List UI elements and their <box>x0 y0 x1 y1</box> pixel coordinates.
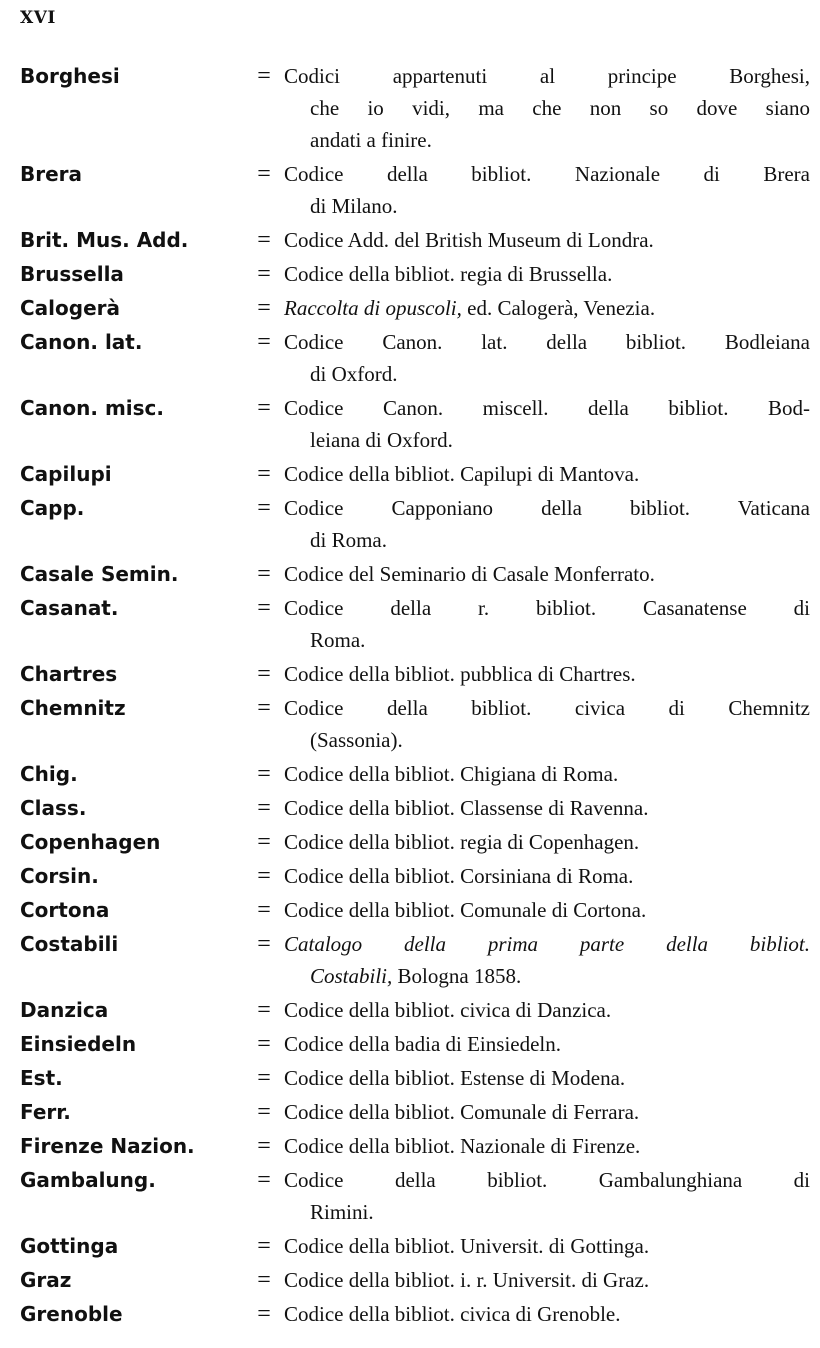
entry-description: Codice Capponiano della bibliot. Vaticana di Roma. <box>284 496 810 552</box>
entry-abbreviation: Calogerà <box>20 296 121 320</box>
entry-description: Codice della bibliot. Classense di Ravenna. <box>284 796 649 820</box>
equals-sign: = <box>257 661 271 687</box>
list-item <box>20 1062 810 1094</box>
entry-abbreviation: Einsiedeln <box>20 1032 137 1056</box>
equals-sign: = <box>257 897 271 923</box>
equals-sign: = <box>257 1065 271 1091</box>
list-item <box>20 1230 810 1262</box>
entry-abbreviation: Capp. <box>20 496 85 520</box>
entry-abbreviation: Firenze Nazion. <box>20 1134 195 1158</box>
equals-sign: = <box>257 329 271 355</box>
page-number: XVI <box>20 8 56 28</box>
equals-sign: = <box>257 227 271 253</box>
list-item <box>20 1130 810 1162</box>
equals-sign: = <box>257 495 271 521</box>
equals-sign: = <box>257 1233 271 1259</box>
list-item <box>20 158 810 222</box>
entry-abbreviation: Danzica <box>20 998 109 1022</box>
entry-description: Codice della bibliot. civica di Danzica. <box>284 998 612 1022</box>
entry-abbreviation: Canon. lat. <box>20 330 143 354</box>
equals-sign: = <box>257 1167 271 1193</box>
equals-sign: = <box>257 795 271 821</box>
entry-abbreviation: Gottinga <box>20 1234 119 1258</box>
entry-description: Codice della bibliot. Capilupi di Mantova. <box>284 462 640 486</box>
entry-abbreviation: Copenhagen <box>20 830 161 854</box>
entry-description: Codice della bibliot. Comunale di Ferrara. <box>284 1100 640 1124</box>
list-item <box>20 658 810 690</box>
entry-abbreviation: Chig. <box>20 762 78 786</box>
entry-abbreviation: Grenoble <box>20 1302 123 1326</box>
equals-sign: = <box>257 1031 271 1057</box>
equals-sign: = <box>257 561 271 587</box>
equals-sign: = <box>257 1133 271 1159</box>
list-item <box>20 592 810 656</box>
list-item <box>20 826 810 858</box>
entry-abbreviation: Cortona <box>20 898 110 922</box>
entry-abbreviation: Borghesi <box>20 64 120 88</box>
entry-description: Codice della bibliot. Nazionale di Brera di Milano. <box>284 162 810 218</box>
list-item <box>20 1096 810 1128</box>
list-item <box>20 1028 810 1060</box>
entry-abbreviation: Casale Semin. <box>20 562 179 586</box>
list-item <box>20 928 810 992</box>
entry-description: Codice della bibliot. civica di Grenoble. <box>284 1302 621 1326</box>
equals-sign: = <box>257 863 271 889</box>
entry-description: Codice della bibliot. Gambalunghiana di Rimini. <box>284 1168 810 1224</box>
list-item <box>20 292 810 324</box>
entry-abbreviation: Brussella <box>20 262 124 286</box>
entry-description: Codice della bibliot. regia di Copenhagen. <box>284 830 640 854</box>
equals-sign: = <box>257 161 271 187</box>
entry-description: Raccolta di opuscoli, ed. Calogerà, Venezia. <box>284 296 656 320</box>
list-item <box>20 860 810 892</box>
equals-sign: = <box>257 261 271 287</box>
entry-abbreviation: Est. <box>20 1066 63 1090</box>
list-item <box>20 60 810 156</box>
list-item <box>20 326 810 390</box>
equals-sign: = <box>257 295 271 321</box>
entry-description: Codice della bibliot. regia di Brussella. <box>284 262 613 286</box>
equals-sign: = <box>257 1267 271 1293</box>
equals-sign: = <box>257 1301 271 1327</box>
entry-abbreviation: Canon. misc. <box>20 396 165 420</box>
entry-description: Codici appartenuti al principe Borghesi, che io vidi, ma che non so dove siano andati a finire. <box>284 64 810 152</box>
entry-abbreviation: Casanat. <box>20 596 119 620</box>
list-item <box>20 224 810 256</box>
list-item <box>20 258 810 290</box>
list-item <box>20 458 810 490</box>
equals-sign: = <box>257 395 271 421</box>
entry-abbreviation: Brera <box>20 162 83 186</box>
entry-description: Codice del Seminario di Casale Monferrato. <box>284 562 655 586</box>
entry-abbreviation: Graz <box>20 1268 72 1292</box>
entry-description: Codice della bibliot. i. r. Universit. di Graz. <box>284 1268 650 1292</box>
entry-abbreviation: Capilupi <box>20 462 112 486</box>
equals-sign: = <box>257 461 271 487</box>
list-item <box>20 1298 810 1330</box>
equals-sign: = <box>257 997 271 1023</box>
list-item <box>20 792 810 824</box>
entry-abbreviation: Costabili <box>20 932 119 956</box>
equals-sign: = <box>257 829 271 855</box>
list-item <box>20 558 810 590</box>
entry-description: Codice della badia di Einsiedeln. <box>284 1032 561 1056</box>
entry-description: Codice Add. del British Museum di Londra. <box>284 228 654 252</box>
entry-abbreviation: Ferr. <box>20 1100 71 1124</box>
entry-description: Codice della bibliot. Universit. di Gottinga. <box>284 1234 650 1258</box>
equals-sign: = <box>257 761 271 787</box>
entry-description: Codice della bibliot. Corsiniana di Roma. <box>284 864 634 888</box>
entry-description: Codice Canon. miscell. della bibliot. Bod- leiana di Oxford. <box>284 396 810 452</box>
entry-abbreviation: Chemnitz <box>20 696 126 720</box>
entry-description: Codice della bibliot. Nazionale di Firenze. <box>284 1134 641 1158</box>
list-item <box>20 1164 810 1228</box>
entry-description: Codice della bibliot. civica di Chemnitz (Sassonia). <box>284 696 810 752</box>
list-item <box>20 894 810 926</box>
equals-sign: = <box>257 1099 271 1125</box>
entry-description: Codice Canon. lat. della bibliot. Bodleiana di Oxford. <box>284 330 810 386</box>
entry-abbreviation: Brit. Mus. Add. <box>20 228 189 252</box>
equals-sign: = <box>257 931 271 957</box>
entry-description: Codice della bibliot. Chigiana di Roma. <box>284 762 619 786</box>
equals-sign: = <box>257 63 271 89</box>
entry-description: Catalogo della prima parte della bibliot. Costabili, Bologna 1858. <box>284 932 810 988</box>
entry-abbreviation: Corsin. <box>20 864 99 888</box>
abbreviation-list <box>20 60 810 1332</box>
entry-abbreviation: Class. <box>20 796 87 820</box>
list-item <box>20 392 810 456</box>
list-item <box>20 492 810 556</box>
equals-sign: = <box>257 695 271 721</box>
list-item <box>20 758 810 790</box>
list-item <box>20 692 810 756</box>
entry-abbreviation: Gambalung. <box>20 1168 156 1192</box>
entry-description: Codice della r. bibliot. Casanatense di Roma. <box>284 596 810 652</box>
entry-description: Codice della bibliot. Estense di Modena. <box>284 1066 626 1090</box>
entry-description: Codice della bibliot. Comunale di Cortona. <box>284 898 647 922</box>
list-item <box>20 994 810 1026</box>
entry-description: Codice della bibliot. pubblica di Chartres. <box>284 662 636 686</box>
list-item <box>20 1264 810 1296</box>
entry-abbreviation: Chartres <box>20 662 118 686</box>
equals-sign: = <box>257 595 271 621</box>
